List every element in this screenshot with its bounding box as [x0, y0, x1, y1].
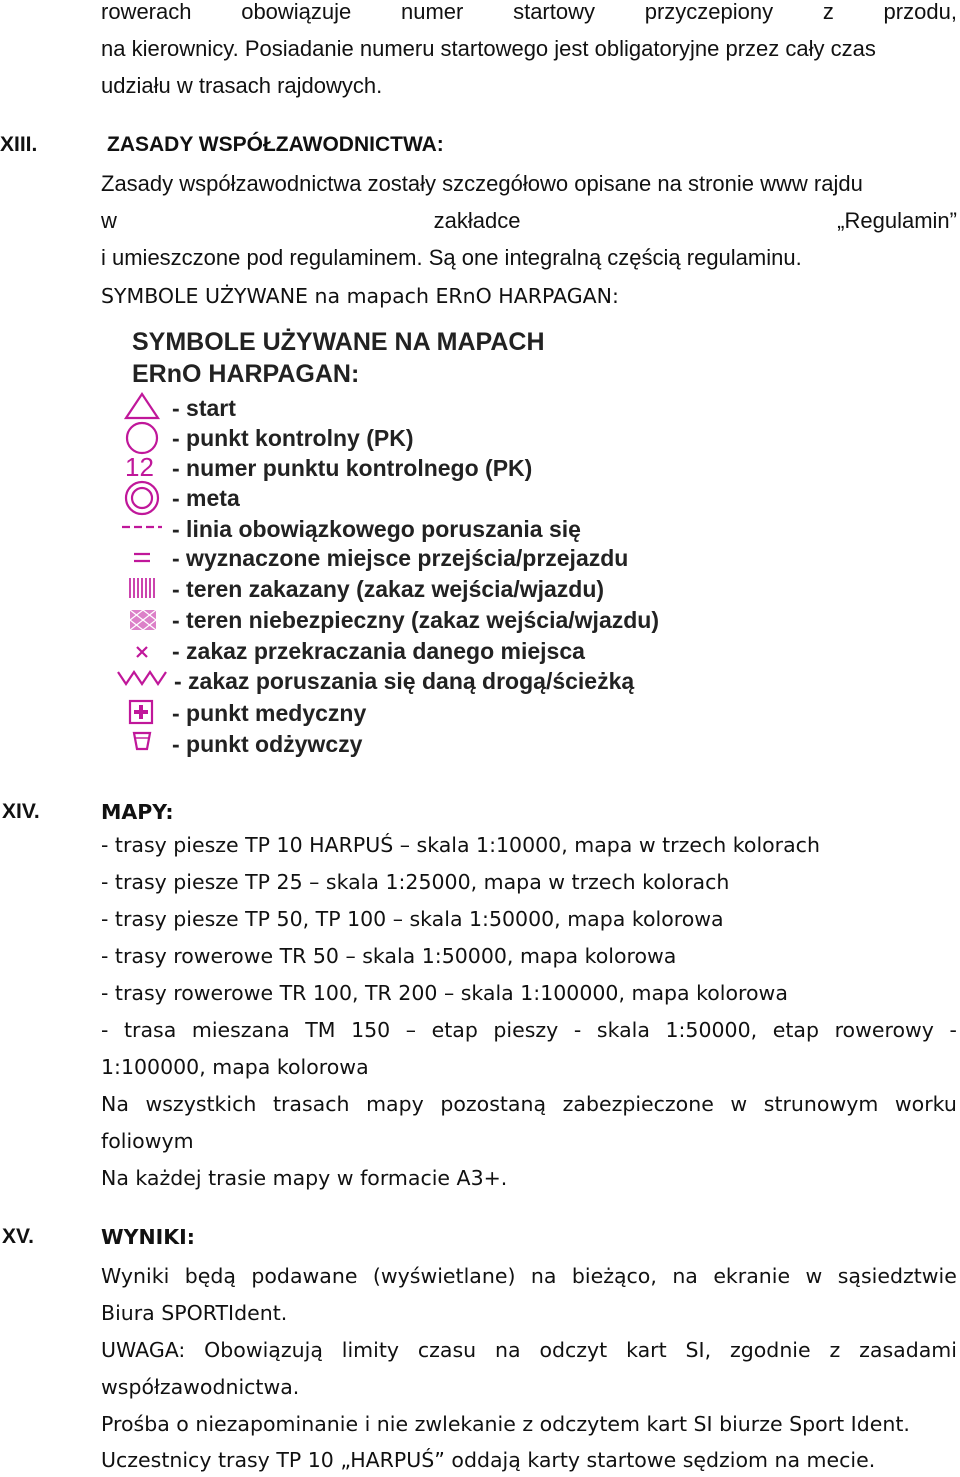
word: będą: [184, 1264, 236, 1288]
word: Obowiązują: [204, 1338, 323, 1362]
sec14-line-1: - trasy piesze TP 10 HARPUŚ – skala 1:10000, mapa w trzech kolorach: [101, 833, 820, 857]
word: czasu: [417, 1338, 477, 1362]
word: -: [101, 1018, 109, 1042]
word: rowerach: [101, 0, 192, 24]
section-title-15: WYNIKI:: [101, 1225, 195, 1249]
word: worku: [894, 1092, 957, 1116]
cup-icon: [134, 733, 150, 749]
word: zasadami: [859, 1338, 957, 1362]
word: (wyświetlane): [372, 1264, 516, 1288]
word: 150: [351, 1018, 391, 1042]
word: etap: [772, 1018, 819, 1042]
word: sąsiedztwie: [837, 1264, 957, 1288]
sec15-line-6: Uczestnicy trasy TP 10 „HARPUŚ” oddają karty startowe sędziom na mecie.: [101, 1448, 876, 1472]
legend-label: - punkt kontrolny (PK): [172, 425, 414, 451]
circle-icon: [127, 423, 157, 453]
legend-label: - start: [172, 395, 236, 421]
legend-label: - wyznaczone miejsce przejścia/przejazdu: [172, 545, 629, 571]
word: TM: [305, 1018, 336, 1042]
word: na: [672, 1264, 698, 1288]
section-title-13: ZASADY WSPÓŁZAWODNICTWA:: [107, 133, 444, 156]
crosshatch-icon: [130, 610, 156, 630]
sec15-line-3: [101, 1335, 957, 1365]
word: na: [530, 1264, 557, 1288]
legend-label: - zakaz poruszania się daną drogą/ścieżką: [174, 668, 635, 694]
legend-label: - teren zakazany (zakaz wejścia/wjazdu): [172, 576, 605, 602]
word: -: [949, 1018, 957, 1042]
word: z: [822, 0, 834, 24]
word: odczyt: [539, 1338, 608, 1362]
word: w: [805, 1264, 823, 1288]
legend-label: - linia obowiązkowego poruszania się: [172, 516, 581, 542]
word: przyczepiony: [644, 0, 774, 24]
intro-line-2: na kierownicy. Posiadanie numeru startowego jest obligatoryjne przez cały czas: [101, 36, 876, 61]
word: trasa: [123, 1018, 177, 1042]
intro-line-3: udziału w trasach rajdowych.: [101, 73, 383, 98]
sec15-line-1: [101, 1261, 957, 1291]
sec15-line-4: współzawodnictwa.: [101, 1375, 300, 1399]
sec14-line-7: 1:100000, mapa kolorowa: [101, 1055, 369, 1079]
word: strunowym: [763, 1092, 879, 1116]
intro-line-1: [101, 0, 957, 27]
word: pieszy: [493, 1018, 559, 1042]
svg-text:12: 12: [125, 452, 154, 482]
word: 1:50000,: [665, 1018, 758, 1042]
sec13-line-1: Zasady współzawodnictwa zostały szczegółowo opisane na stronie www rajdu: [101, 171, 863, 196]
word: w: [730, 1092, 748, 1116]
triangle-icon: [126, 394, 158, 418]
section-title-14: MAPY:: [101, 800, 174, 824]
zigzag-icon: [118, 672, 166, 684]
word: kart: [626, 1338, 667, 1362]
word: mieszana: [191, 1018, 290, 1042]
word: ekranie: [713, 1264, 791, 1288]
word: UWAGA:: [101, 1338, 186, 1362]
word: skala: [596, 1018, 650, 1042]
sec14-line-3: - trasy piesze TP 50, TP 100 – skala 1:50000, mapa kolorowa: [101, 907, 724, 931]
sec14-line-2: - trasy piesze TP 25 – skala 1:25000, mapa w trzech kolorach: [101, 870, 730, 894]
sec13-line-2: [101, 206, 957, 236]
word: mapy: [366, 1092, 424, 1116]
word: Wyniki: [101, 1264, 170, 1288]
sec14-line-5: - trasy rowerowe TR 100, TR 200 – skala 1:100000, mapa kolorowa: [101, 981, 788, 1005]
word: zabezpieczone: [562, 1092, 714, 1116]
word: SI,: [685, 1338, 712, 1362]
word: -: [573, 1018, 582, 1042]
legend-label: - teren niebezpieczny (zakaz wejścia/wjazdu): [172, 607, 659, 633]
legend-title-2: ERnO HARPAGAN:: [132, 360, 360, 388]
sec14-line-6: [101, 1015, 957, 1045]
legend-title-1: SYMBOLE UŻYWANE NA MAPACH: [132, 328, 545, 356]
legend-label: - punkt odżywczy: [172, 731, 363, 757]
word: trasach: [272, 1092, 350, 1116]
word: rowerowy: [834, 1018, 934, 1042]
double-circle-icon: [126, 482, 158, 514]
word: startowy: [513, 0, 595, 24]
word: na: [495, 1338, 521, 1362]
cross-icon: [137, 647, 147, 657]
word: bieżąco,: [571, 1264, 657, 1288]
sec15-line-2: Biura SPORTIdent.: [101, 1301, 288, 1325]
word: podawane: [251, 1264, 358, 1288]
word: przodu,: [883, 0, 957, 24]
section-number-15: XV.: [2, 1225, 34, 1248]
sec13-line-3: i umieszczone pod regulaminem. Są one integralną częścią regulaminu.: [101, 245, 802, 270]
word: etap: [431, 1018, 478, 1042]
word: w: [101, 208, 117, 233]
word: –: [405, 1018, 417, 1042]
legend-label: - punkt medyczny: [172, 700, 367, 726]
word: limity: [341, 1338, 399, 1362]
sec14-line-4: - trasy rowerowe TR 50 – skala 1:50000, mapa kolorowa: [101, 944, 677, 968]
map-symbols-legend: [110, 318, 750, 768]
number-icon: [125, 452, 154, 482]
legend-label: - numer punktu kontrolnego (PK): [172, 455, 533, 481]
sec14-line-9: foliowym: [101, 1129, 194, 1153]
legend-label: - meta: [172, 485, 240, 511]
sec15-line-5: Prośba o niezapominanie i nie zwlekanie z odczytem kart SI biurze Sport Ident.: [101, 1412, 910, 1436]
word: Na: [101, 1092, 129, 1116]
medical-cross-icon: [130, 701, 152, 723]
word: „Regulamin”: [837, 208, 957, 233]
sec14-line-8: [101, 1089, 957, 1119]
word: z: [829, 1338, 841, 1362]
sec13-line-4: SYMBOLE UŻYWANE na mapach ERnO HARPAGAN:: [101, 284, 619, 308]
vertical-hatch-icon: [130, 578, 154, 598]
sec14-line-10: Na każdej trasie mapy w formacie A3+.: [101, 1166, 508, 1190]
word: numer: [401, 0, 464, 24]
word: zakładce: [433, 208, 521, 233]
word: zgodnie: [729, 1338, 811, 1362]
legend-label: - zakaz przekraczania danego miejsca: [172, 638, 585, 664]
word: wszystkich: [145, 1092, 257, 1116]
double-dash-icon: [134, 554, 150, 561]
word: obowiązuje: [241, 0, 352, 24]
section-number-13: XIII.: [0, 133, 38, 156]
word: pozostaną: [440, 1092, 547, 1116]
section-number-14: XIV.: [2, 800, 40, 823]
